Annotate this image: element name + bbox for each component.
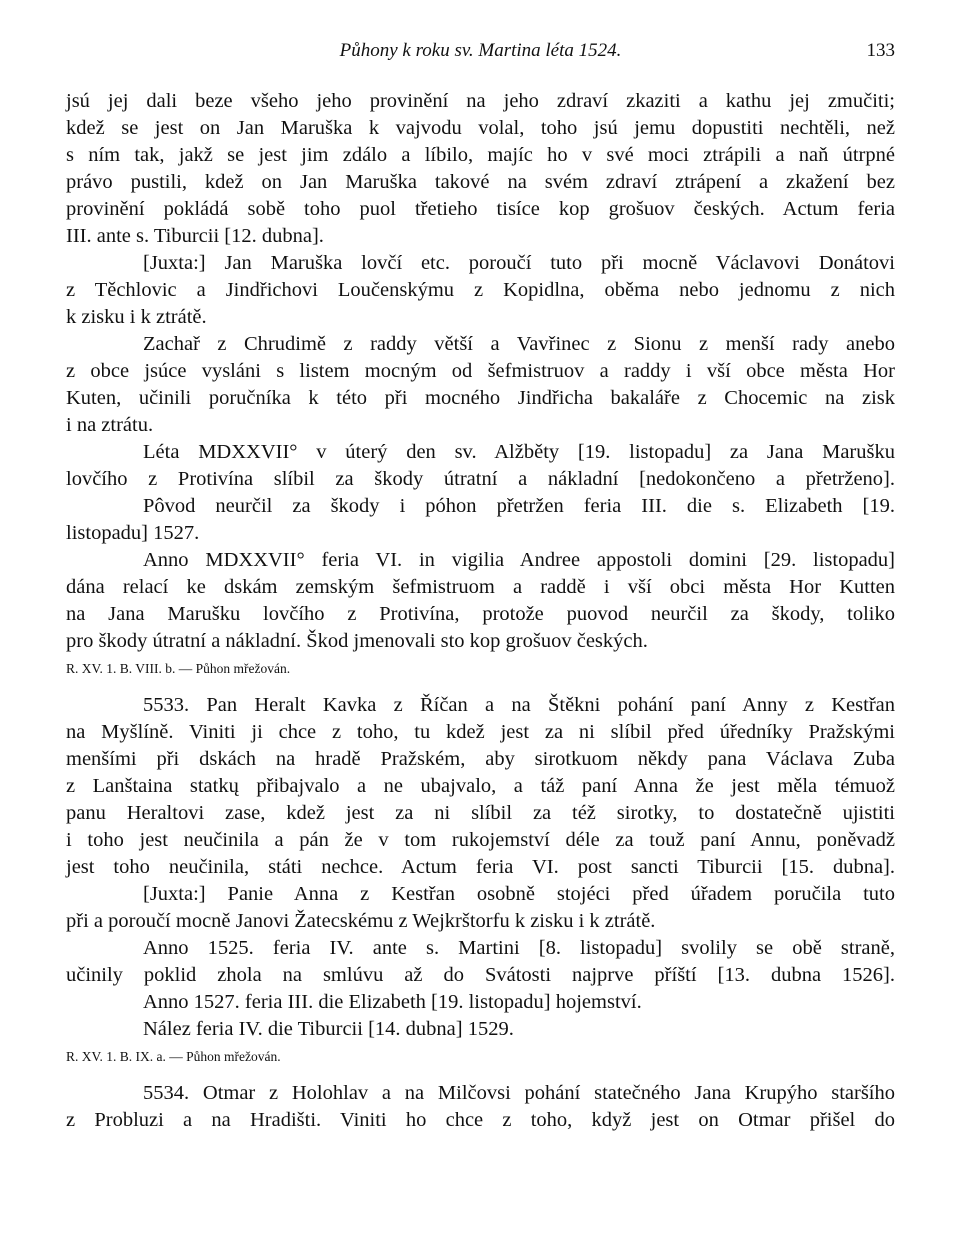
text-line: na Myšlíně. Viniti ji chce z toho, tu kdež jest za ni slíbil před úředníky Pražskými bbox=[66, 721, 895, 743]
page-number: 133 bbox=[866, 40, 895, 61]
text-line: provinění pokládá sobě toho puol třetieho tisíce kop grošuov českých. Actum feria bbox=[66, 198, 895, 220]
text-line: z obce jsúce vysláni s listem mocným od šefmistruov a raddy i vší obce města Hor bbox=[66, 360, 895, 382]
text-line: pro škody útratní a nákladní. Škod jmenovali sto kop grošuov českých. bbox=[66, 630, 648, 652]
text-line: k zisku i k ztrátě. bbox=[66, 306, 207, 328]
text-line: z Těchlovic a Jindřichovi Loučenskýmu z Kopidlna, oběma nebo jednomu z nich bbox=[66, 279, 895, 301]
text-line: Anno MDXXVII° feria VI. in vigilia Andree appostoli domini [29. listopadu] bbox=[143, 549, 895, 571]
text-line: při a poroučí mocně Janovi Žatecskému z Wejkrštorfu k zisku i k ztrátě. bbox=[66, 910, 656, 932]
text-line: z Probluzi a na Hradišti. Viniti ho chce z toho, když jest on Otmar přišel do bbox=[66, 1109, 895, 1131]
text-line: právo pustili, kdež on Jan Maruška takové na svém zdraví ztrápení a zkažení bez bbox=[66, 171, 895, 193]
text-line: dána relací ke dskám zemským šefmistruom a raddě i vší obci města Hor Kutten bbox=[66, 576, 895, 598]
text-line: i toho jest neučinila a pán že v tom rukojemství déle za touž paní Annu, poněvadž bbox=[66, 829, 895, 851]
text-line: Kuten, učinili poručníka k této při mocného Jindřicha bakaláře z Chocemic na zisk bbox=[66, 387, 895, 409]
text-line: kdež se jest on Jan Maruška k vajvodu volal, toho jsú jemu dopustiti nechtěli, než bbox=[66, 117, 895, 139]
text-line: z Lanštaina statkų přibajvalo a ne ubajvalo, a táž paní Anna že jest měla témuož bbox=[66, 775, 895, 797]
text-line: III. ante s. Tiburcii [12. dubna]. bbox=[66, 225, 324, 247]
text-line: panu Heraltovi zase, kdež jest za ni slíbil za též sirotky, to dostatečně ujistiti bbox=[66, 802, 895, 824]
text-line: Anno 1527. feria III. die Elizabeth [19. listopadu] hojemství. bbox=[143, 991, 642, 1013]
text-line: R. XV. 1. B. VIII. b. — Půhon mřežován. bbox=[66, 661, 291, 676]
text-line: [Juxta:] Jan Maruška lovčí etc. poroučí tuto při mocně Václavovi Donátovi bbox=[143, 252, 895, 274]
text-line: na Jana Marušku lovčího z Protivína, protože puovod neurčil za škody, toliko bbox=[66, 603, 895, 625]
text-line: 5534. Otmar z Holohlav a na Milčovsi pohání statečného Jana Krupýho staršího bbox=[143, 1082, 895, 1104]
text-line: Pôvod neurčil za škody i póhon přetržen feria III. die s. Elizabeth [19. bbox=[143, 495, 895, 517]
running-title: Půhony k roku sv. Martina léta 1524. bbox=[339, 40, 622, 61]
text-line: s ním tak, jakž se jest jim zdálo a líbilo, majíc ho v své moci ztrápili a naň útrpné bbox=[66, 144, 895, 166]
text-line: jsú jej dali beze všeho jeho provinění na jeho zdraví zkaziti a kathu jej zmučiti; bbox=[66, 90, 895, 112]
text-line: 5533. Pan Heralt Kavka z Říčan a na Štěkni pohání paní Anny z Kestřan bbox=[143, 694, 895, 716]
text-line: učinily poklid zhola na smlúvu až do Svátosti najprve příští [13. dubna 1526]. bbox=[66, 964, 895, 986]
text-line: Zachař z Chrudimě z raddy větší a Vavřinec z Sionu z menší rady anebo bbox=[143, 333, 895, 355]
text-line: Nález feria IV. die Tiburcii [14. dubna] 1529. bbox=[143, 1018, 514, 1040]
text-line: jest toho neučinila, státi nechce. Actum feria VI. post sancti Tiburcii [15. dubna]. bbox=[66, 856, 895, 878]
text-line: lovčího z Protivína slíbil za škody útratní a nákladní [nedokončeno a přetrženo]. bbox=[66, 468, 895, 490]
text-line: Léta MDXXVII° v úterý den sv. Alžběty [19. listopadu] za Jana Marušku bbox=[143, 441, 895, 463]
text-line: i na ztrátu. bbox=[66, 414, 154, 436]
text-line: Anno 1525. feria IV. ante s. Martini [8. listopadu] svolily se obě straně, bbox=[143, 937, 895, 959]
text-line: R. XV. 1. B. IX. a. — Půhon mřežován. bbox=[66, 1049, 281, 1064]
text-line: listopadu] 1527. bbox=[66, 522, 200, 544]
text-line: [Juxta:] Panie Anna z Kestřan osobně stojéci před úřadem poručila tuto bbox=[143, 883, 895, 905]
document-body bbox=[66, 88, 895, 1134]
page-header bbox=[66, 40, 895, 70]
text-line: menšími při dskách na hradě Pražském, aby sirotkuom někdy pana Václava Zuba bbox=[66, 748, 895, 770]
